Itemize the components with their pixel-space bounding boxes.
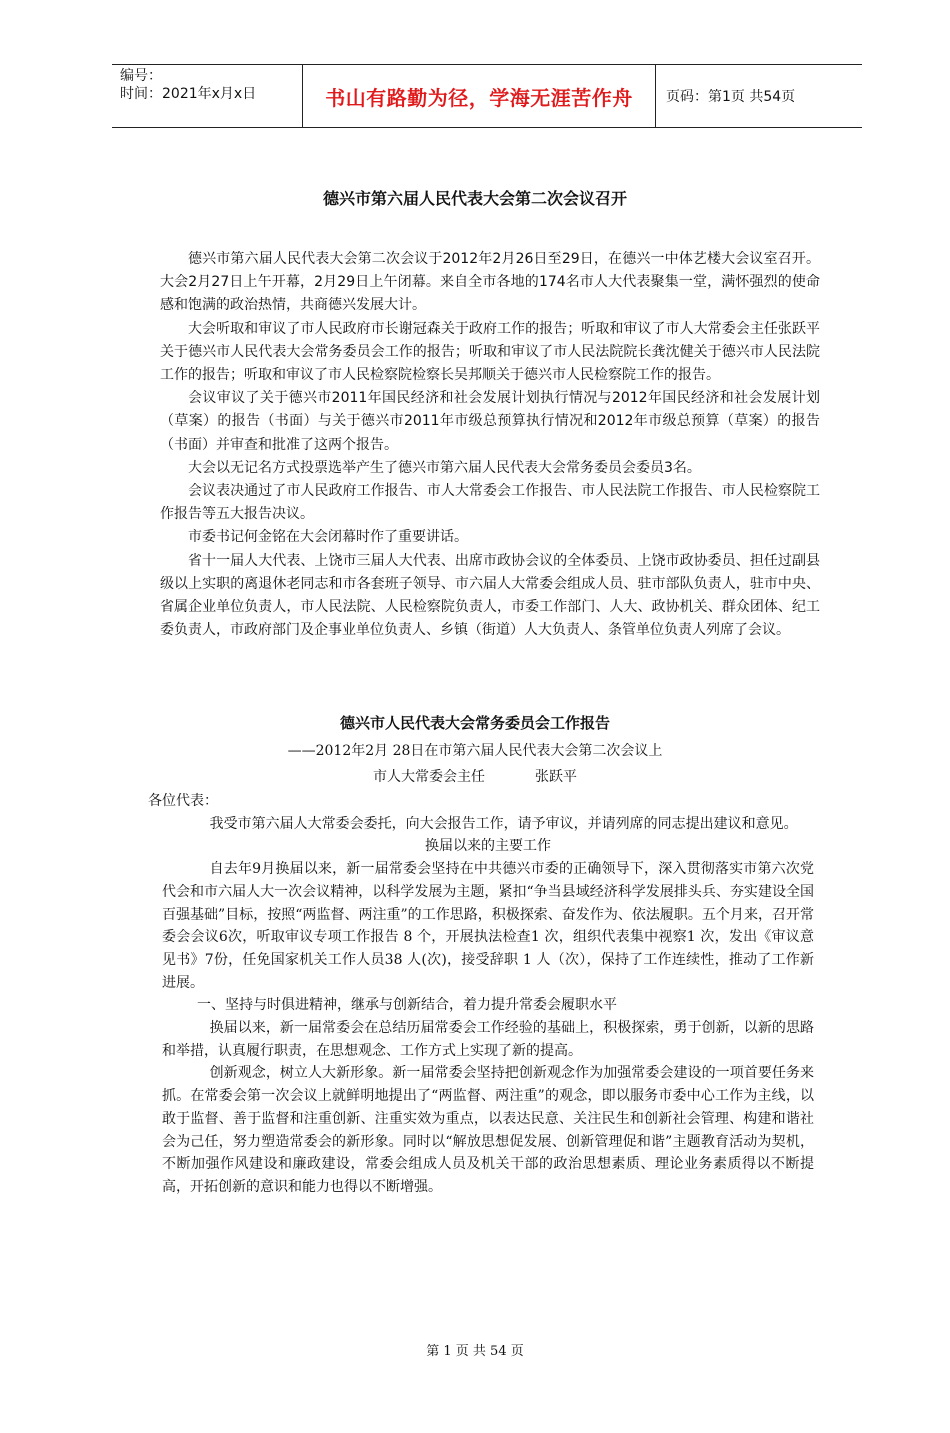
header-motto-cell bbox=[303, 65, 656, 127]
report-intro: 我受市第六届人大常委会委托，向大会报告工作，请予审议，并请列席的同志提出建议和意见。 bbox=[209, 815, 798, 832]
report-paragraph: 换届以来，新一届常委会在总结历届常委会工作经验的基础上，积极探索，勇于创新，以新的思路和举措，认真履行职责，在思想观念、工作方式上实现了新的提高。 bbox=[162, 1020, 814, 1059]
report-title: 德兴市人民代表大会常务委员会工作报告 bbox=[339, 714, 610, 732]
report-author-name: 张跃平 bbox=[535, 769, 577, 785]
document-date: 时间：2021年x月x日 bbox=[120, 86, 257, 102]
header-page-info: 页码：第1页 共54页 bbox=[666, 89, 796, 105]
article-body bbox=[160, 248, 820, 642]
article-paragraph: 大会以无记名方式投票选举产生了德兴市第六届人民代表大会常务委员会委员3名。 bbox=[188, 459, 701, 476]
report-author-line bbox=[0, 766, 950, 786]
report-body bbox=[148, 790, 814, 1199]
report-author-role: 市人大常委会主任 bbox=[373, 769, 485, 785]
header-table bbox=[112, 64, 862, 128]
report-section-heading: 换届以来的主要工作 bbox=[425, 838, 551, 855]
report-heading: 一、坚持与时俱进精神，继承与创新结合，着力提升常委会履职水平 bbox=[197, 997, 617, 1014]
article-paragraph: 省十一届人大代表、上饶市三届人大代表、出席市政协会议的全体委员、上饶市政协委员、担任过副县级以上实职的离退休老同志和市各套班子领导、市六届人大常委会组成人员、驻市部队负责人，驻市中央、省属企业单位负责人，市人民法院、人民检察院负责人，市委工作部门、人大、政协机关、群众团体、纪工委负责人，市政府部门及企事业单位负责人、乡镇（街道）人大负责人、条管单位负责人列席了会议。 bbox=[160, 552, 820, 639]
article-paragraph: 德兴市第六届人民代表大会第二次会议于2012年2月26日至29日，在德兴一中体艺楼大会议室召开。大会2月27日上午开幕，2月29日上午闭幕。来自全市各地的174名市人大代表聚集一堂，满怀强烈的使命感和饱满的政治热情，共商德兴发展大计。 bbox=[160, 251, 820, 314]
report-subtitle: ——2012年2月 28日在市第六届人民代表大会第二次会议上 bbox=[287, 743, 663, 759]
header-page-cell bbox=[656, 65, 862, 127]
page-footer: 第 1 页 共 54 页 bbox=[426, 1344, 524, 1359]
article-paragraph: 会议表决通过了市人民政府工作报告、市人大常委会工作报告、市人民法院工作报告、市人民检察院工作报告等五大报告决议。 bbox=[160, 483, 820, 523]
header-motto: 书山有路勤为径，学海无涯苦作舟 bbox=[325, 85, 633, 110]
report-paragraph: 创新观念，树立人大新形象。新一届常委会坚持把创新观念作为加强常委会建设的一项首要任务来抓。在常委会第一次会议上就鲜明地提出了“两监督、两注重”的观念，即以服务市委中心工作为主线，以敢于监督、善于监督和注重创新、注重实效为重点，以表达民意、关注民生和创新社会管理、构建和谐社会为己任，努力塑造常委会的新形象。同时以“解放思想促发展、创新管理促和谐”主题教育活动为契机，不断加强作风建设和廉政建设，常委会组成人员及机关干部的政治思想素质、理论业务素质得以不断提高，开拓创新的意识和能力也得以不断增强。 bbox=[162, 1065, 814, 1195]
report-salutation: 各位代表： bbox=[148, 793, 218, 809]
document-number: 编号： bbox=[120, 68, 162, 84]
report-paragraph: 自去年9月换届以来，新一届常委会坚持在中共德兴市委的正确领导下，深入贯彻落实市第六次党代会和市六届人大一次会议精神，以科学发展为主题，紧扣“争当县域经济科学发展排头兵、夯实建设全国百强基础”目标，按照“两监督、两注重”的工作思路，积极探索、奋发作为、依法履职。五个月来，召开常委会会议6次，听取审议专项工作报告 8 个，开展执法检查1 次，组织代表集中视察1 次，发出《审议意见书》7份，任免国家机关工作人员38 人(次)，接受辞职 1 人（次），保持了工作连续性，推动了工作新进展。 bbox=[162, 861, 814, 991]
article-paragraph: 会议审议了关于德兴市2011年国民经济和社会发展计划执行情况与2012年国民经济和社会发展计划（草案）的报告（书面）与关于德兴市2011年市级总预算执行情况和2012年市级总预算（草案）的报告（书面）并审查和批准了这两个报告。 bbox=[160, 390, 820, 453]
article-title: 德兴市第六届人民代表大会第二次会议召开 bbox=[322, 189, 627, 208]
article-paragraph: 大会听取和审议了市人民政府市长谢冠森关于政府工作的报告；听取和审议了市人大常委会主任张跃平关于德兴市人民代表大会常务委员会工作的报告；听取和审议了市人民法院院长龚沈健关于德兴市人民法院工作的报告；听取和审议了市人民检察院检察长吴邦顺关于德兴市人民检察院工作的报告。 bbox=[160, 320, 820, 384]
header-meta-cell bbox=[112, 65, 303, 127]
article-paragraph: 市委书记何金铭在大会闭幕时作了重要讲话。 bbox=[188, 529, 468, 546]
